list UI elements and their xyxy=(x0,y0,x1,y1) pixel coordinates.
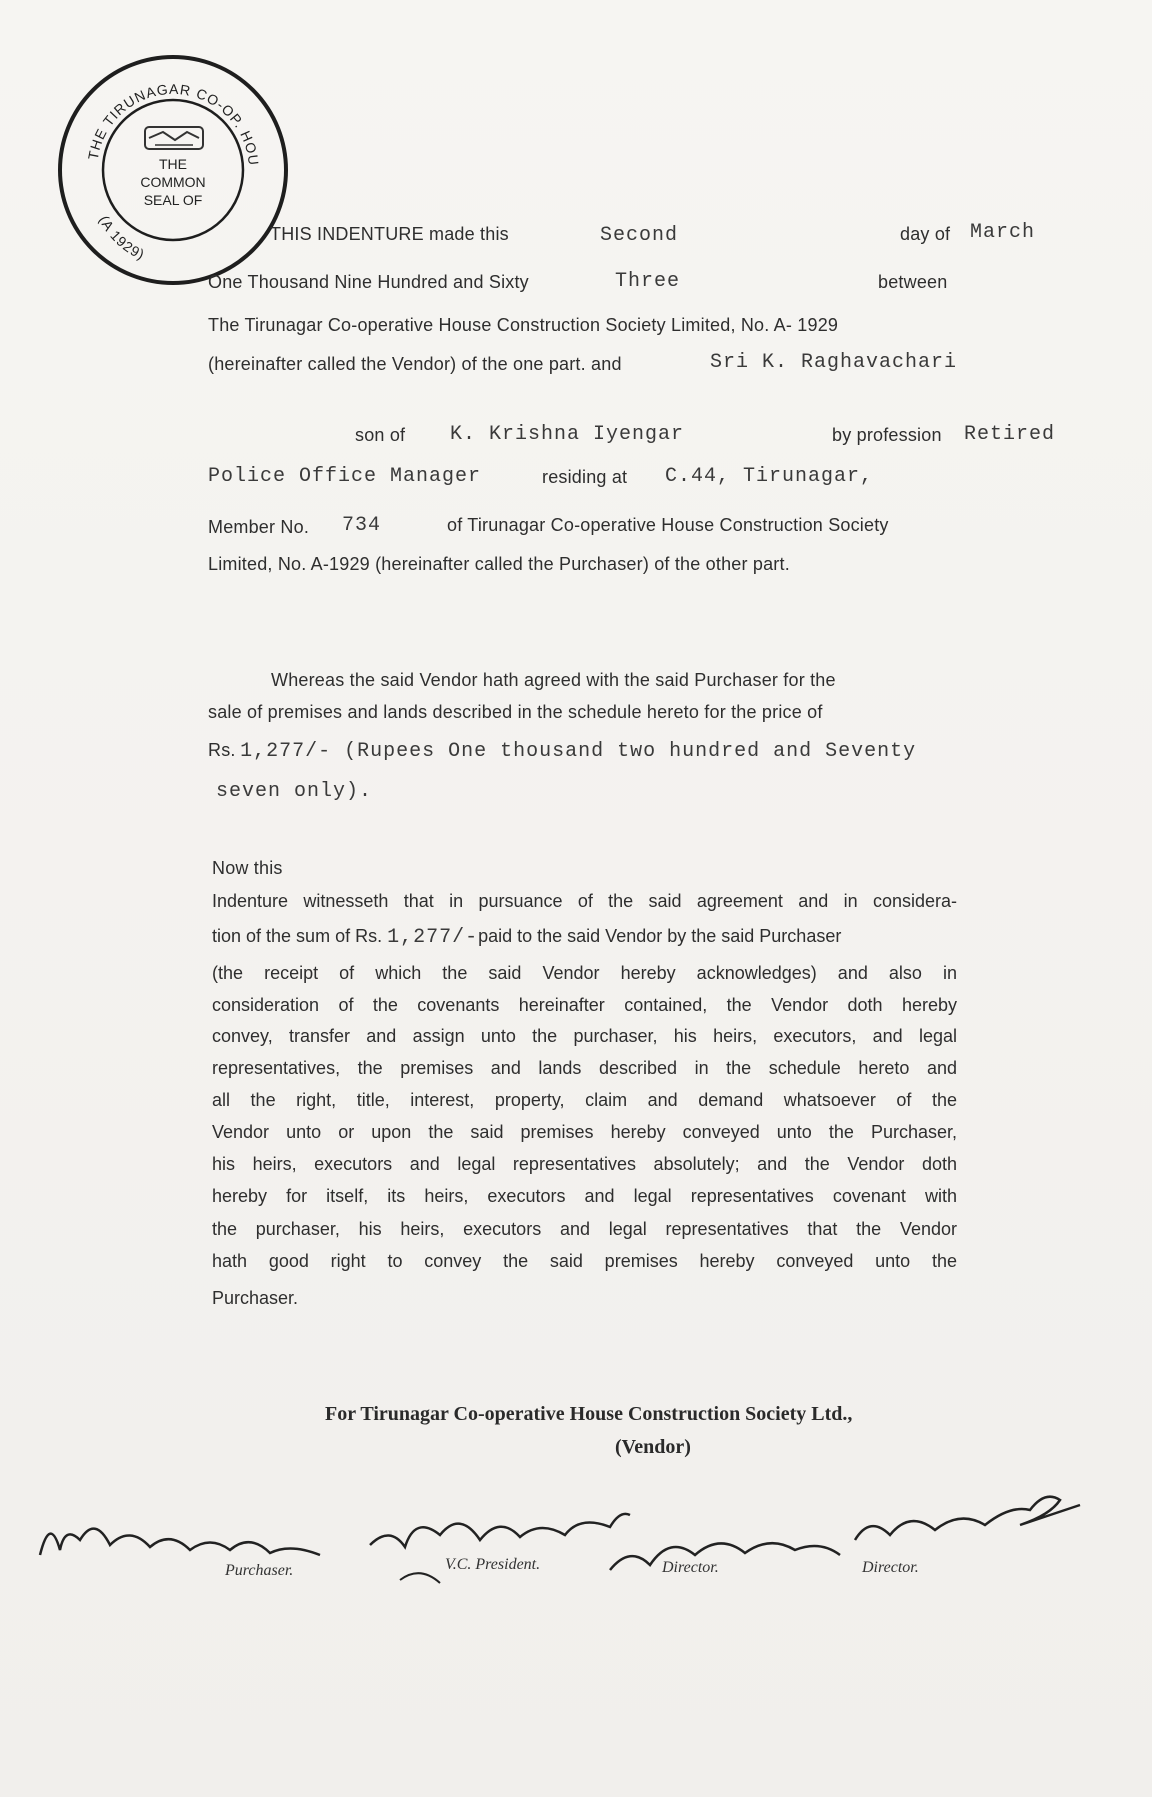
witness-line-10: hereby for itself, its heirs, executors and legal representatives covenant with xyxy=(212,1186,957,1206)
witness-line-9: his heirs, executors and legal representatives absolutely; and the Vendor doth xyxy=(212,1154,957,1174)
witness-line-11: the purchaser, his heirs, executors and legal representatives that the Vendor xyxy=(212,1219,957,1239)
address-value: C.44, Tirunagar, xyxy=(665,465,874,488)
son-of-label: son of xyxy=(355,425,406,445)
witness-line-3: (the receipt of which the said Vendor hereby acknowledges) and also in xyxy=(212,963,957,983)
year-suffix: Three xyxy=(615,270,681,293)
month-value: March xyxy=(970,221,1036,244)
profession-value-1: Retired xyxy=(964,423,1056,446)
witness-line-13: Purchaser. xyxy=(212,1288,299,1308)
vendor-role: (Vendor) xyxy=(615,1436,691,1458)
vice-president-label: V.C. President. xyxy=(445,1556,541,1573)
day-value: Second xyxy=(600,224,679,247)
common-seal xyxy=(55,52,290,287)
price-value: 1,277/- (Rupees One thousand two hundred and Seventy xyxy=(240,740,917,763)
svg-text:(A 1929) xyxy=(96,213,147,263)
witness-line-2 xyxy=(212,926,841,949)
witness-line-2b: paid to the said Vendor by the said Purchaser xyxy=(478,926,842,946)
whereas-line-4: seven only). xyxy=(216,780,373,803)
whereas-line-1: Whereas the said Vendor hath agreed with the said Purchaser for the xyxy=(271,670,836,690)
rs-prefix: Rs. xyxy=(208,740,236,760)
profession-value-2: Police Office Manager xyxy=(208,465,482,488)
witness-line-7: all the right, title, interest, property, claim and demand whatsoever of the xyxy=(212,1090,957,1110)
day-of-label: day of xyxy=(900,224,951,244)
indenture-intro: THIS INDENTURE made this xyxy=(270,224,509,244)
member-no-label: Member No. xyxy=(208,517,310,537)
member-no-value: 734 xyxy=(342,514,382,537)
seal-line-1: THE xyxy=(159,156,187,172)
seal-outer-text: THE TIRUNAGAR CO-OP. HOU xyxy=(84,80,263,167)
vendor-called-line: (hereinafter called the Vendor) of the one part. and xyxy=(208,354,622,374)
between-label: between xyxy=(878,272,948,292)
vendor-society-name: For Tirunagar Co-operative House Construction Society Ltd., xyxy=(325,1403,853,1425)
witness-line-12: hath good right to convey the said premises hereby conveyed unto the xyxy=(212,1251,957,1271)
purchaser-name: Sri K. Raghavachari xyxy=(710,351,958,374)
witness-line-6: representatives, the premises and lands described in the schedule hereto and xyxy=(212,1058,957,1078)
witness-line-5: convey, transfer and assign unto the purchaser, his heirs, executors, and legal xyxy=(212,1026,957,1046)
witness-line-4: consideration of the covenants hereinafter contained, the Vendor doth hereby xyxy=(212,995,957,1015)
seal-line-2: COMMON xyxy=(140,174,206,190)
sum-value: 1,277/- xyxy=(387,926,479,949)
vendor-name-line: The Tirunagar Co-operative House Construction Society Limited, No. A- 1929 xyxy=(208,315,839,335)
father-name: K. Krishna Iyengar xyxy=(450,423,685,446)
director-label-1: Director. xyxy=(662,1559,719,1576)
residing-at-label: residing at xyxy=(542,467,628,487)
director-label-2: Director. xyxy=(862,1559,919,1576)
witness-line-1: Indenture witnesseth that in pursuance of the said agreement and in considera- xyxy=(212,891,957,911)
whereas-line-3 xyxy=(208,740,916,763)
whereas-line-2: sale of premises and lands described in the schedule hereto for the price of xyxy=(208,702,823,722)
profession-label: by profession xyxy=(832,425,942,445)
witness-line-8: Vendor unto or upon the said premises hereby conveyed unto the Purchaser, xyxy=(212,1122,957,1142)
society-line: of Tirunagar Co-operative House Construction Society xyxy=(447,515,889,535)
seal-outer-bottom-text: (A 1929) xyxy=(96,212,148,263)
year-prefix: One Thousand Nine Hundred and Sixty xyxy=(208,272,529,292)
purchaser-label: Purchaser. xyxy=(225,1562,294,1579)
signatures-scribbles xyxy=(20,1455,1120,1605)
purchaser-called-line: Limited, No. A-1929 (hereinafter called the Purchaser) of the other part. xyxy=(208,554,790,574)
witness-line-2a: tion of the sum of Rs. xyxy=(212,926,388,946)
seal-line-3: SEAL OF xyxy=(143,192,203,208)
handshake-icon xyxy=(145,127,203,149)
now-this-label: Now this xyxy=(212,858,283,878)
